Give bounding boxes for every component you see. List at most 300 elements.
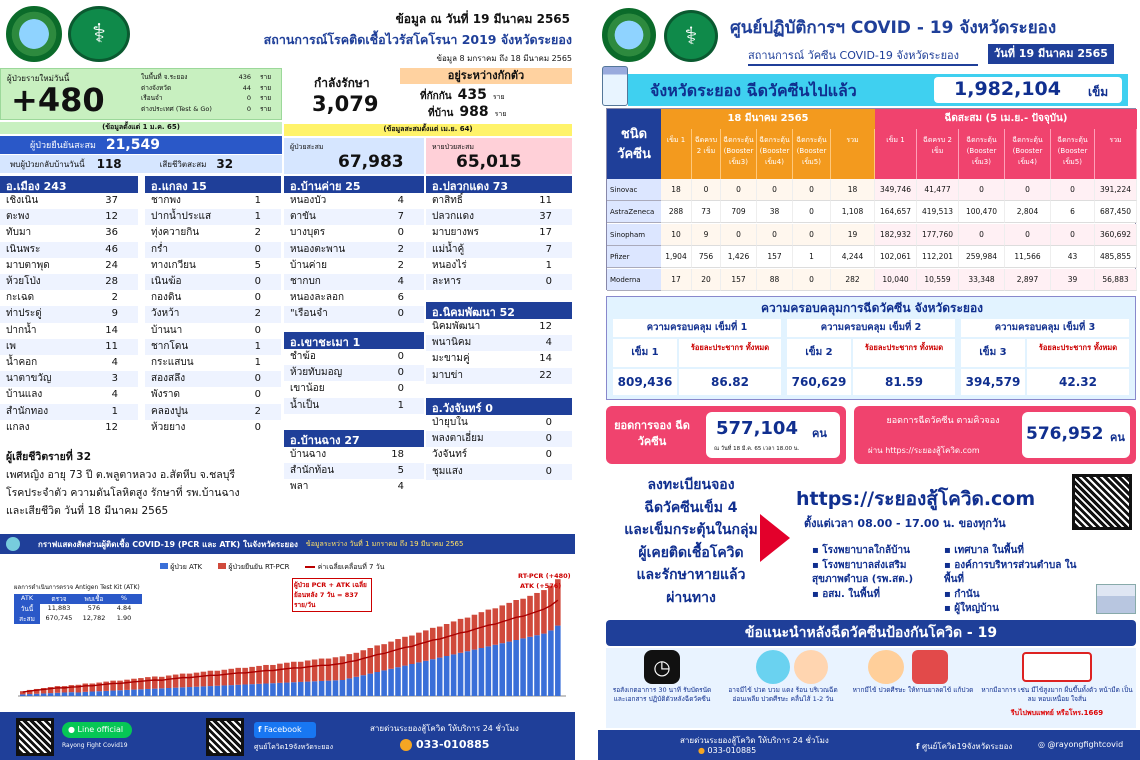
advice-item [718, 648, 848, 728]
coverage-box [606, 296, 1136, 400]
atk-bar [131, 690, 137, 696]
subdistrict-count: 14 [105, 324, 118, 336]
district-row [284, 274, 424, 290]
places-right [944, 544, 1094, 617]
district-row [145, 258, 281, 274]
district-row [284, 306, 424, 322]
cum-cell: 391,224 [1095, 179, 1137, 201]
subdistrict-name: พลา [290, 481, 309, 493]
atk-bar [347, 678, 353, 696]
chart-annotation-avg: ผู้ป่วย PCR + ATK เฉลี่ยย้อนหลัง 7 วัน = 837 ราย/วัน [292, 578, 372, 612]
subdistrict-count: 0 [397, 383, 404, 395]
atk-bar [215, 686, 221, 696]
atk-bar [103, 691, 109, 696]
subdistrict-count: 4 [111, 357, 118, 369]
subdistrict-count: 2 [397, 259, 404, 271]
district-row [0, 387, 138, 403]
death-note-line: เพศหญิง อายุ 73 ปี ต.พลูตาหลวง อ.สัตหีบ จ.ชลบุรี [6, 469, 235, 481]
cum-cell: 56,883 [1095, 269, 1137, 291]
pcr-bar [381, 644, 387, 670]
cum-confirmed-label: ผู้ป่วยยืนยันสะสม [30, 141, 96, 151]
chart-annotation-atk: ATK (+576) [520, 582, 562, 590]
virus-icon [6, 537, 20, 551]
district-row [0, 290, 138, 306]
breakdown-label: ต่างจังหวัด [141, 83, 172, 92]
district-row [426, 368, 572, 384]
day-subheader: รวม [831, 129, 875, 179]
day-cell: 9 [692, 224, 721, 246]
pcr-bar [499, 605, 505, 643]
pcr-bar [534, 593, 540, 635]
district-row [284, 398, 424, 414]
pcr-bar [486, 610, 492, 647]
pcr-bar [465, 618, 471, 652]
subdistrict-count: 9 [111, 308, 118, 320]
subdistrict-count: 0 [545, 465, 552, 477]
atk-bar [159, 688, 165, 696]
district-row [284, 193, 424, 209]
vaccinated-total-box [934, 77, 1122, 103]
cum-cell: 41,477 [917, 179, 959, 201]
cum-cell: 419,513 [917, 201, 959, 223]
returned-value: 118 [96, 157, 122, 171]
day-cell: 756 [692, 246, 721, 268]
district-row [0, 193, 138, 209]
subdistrict-count: 4 [397, 195, 404, 206]
coverage-col-title: ความครอบคลุม เข็มที่ 1 [613, 319, 781, 337]
facebook-qr-code [206, 718, 244, 756]
recovered-box [426, 138, 572, 174]
cum-cell: 0 [1051, 179, 1095, 201]
advice-text: อาจมีไข้ ปวด บวม แดง ร้อน บริเวณฉีด อ่อนเพลีย ปวดศีรษะ คลื่นไส้ 1-2 วัน [728, 686, 838, 703]
atk-bar [256, 684, 262, 696]
right-panel [598, 0, 1140, 760]
subdistrict-count: 7 [397, 211, 404, 223]
subdistrict-count: 0 [397, 308, 404, 320]
subdistrict-name: กร่ำ [151, 243, 169, 255]
subdistrict-name: ละหาร [432, 276, 462, 288]
atk-bar [409, 664, 415, 696]
cum-patients-label: ผู้ป่วยสะสม [290, 143, 324, 151]
district-row [284, 349, 424, 365]
subdistrict-count: 1 [545, 259, 552, 271]
place-text: โรงพยาบาลใกล้บ้าน [822, 545, 910, 556]
place-item: ▪ เทศบาล ในพื้นที่ [944, 545, 1024, 556]
atk-bar [124, 690, 130, 696]
right-footer-phone[interactable] [698, 746, 756, 755]
day-subheader: ฉีดครบ 2 เข็ม [692, 129, 721, 179]
pcr-bar [277, 664, 283, 683]
medicine-icon [912, 650, 948, 684]
places-left [812, 544, 938, 602]
subdistrict-count: 22 [539, 369, 552, 381]
day-subheader: ฉีดกระตุ้น (Booster เข็ม4) [757, 129, 793, 179]
subdistrict-count: 0 [545, 276, 552, 288]
atk-bar [374, 672, 380, 696]
place-text: อสม. ในพื้นที่ [822, 588, 880, 600]
cum-cell: 39 [1051, 269, 1095, 291]
district-header: อ.บ้านฉาง 27 [284, 430, 424, 447]
pcr-bar [69, 685, 75, 692]
atk-bar [451, 654, 457, 696]
booking-box [606, 406, 846, 464]
atk-bar [326, 681, 332, 696]
provincial-seal-logo [6, 6, 62, 62]
cum-confirmed-value: 21,549 [105, 137, 160, 153]
line-official-link[interactable] [62, 722, 132, 738]
new-cases-label: ผู้ป่วยรายใหม่วันนี้ [7, 74, 70, 83]
atk-bar [180, 687, 186, 696]
atk-bar [388, 669, 394, 696]
pcr-bar [242, 668, 248, 685]
day-subheader: ฉีดกระตุ้น (Booster เข็ม3) [721, 129, 757, 179]
pcr-bar [520, 599, 526, 639]
pcr-bar [319, 659, 325, 681]
district-block [426, 176, 572, 290]
atk-th: พบเชื้อ [84, 595, 104, 603]
subdistrict-count: 1 [254, 195, 261, 206]
district-row [145, 355, 281, 371]
cum-cell: 100,470 [959, 201, 1005, 223]
subdistrict-name: แม่น้ำคู้ [432, 243, 465, 255]
district-row [0, 323, 138, 339]
pcr-bar [138, 678, 144, 689]
vaccine-table [606, 108, 1136, 290]
subdistrict-name: "เรือนจำ [290, 308, 328, 320]
atk-bar [430, 659, 436, 696]
pcr-bar [194, 673, 200, 687]
district-header: อ.วังจันทร์ 0 [426, 398, 572, 415]
instagram-icon: ◎ [1038, 740, 1045, 749]
district-row [145, 339, 281, 355]
district-row [426, 464, 572, 480]
cum-subheader: ฉีดกระตุ้น (Booster เข็ม4) [1005, 129, 1051, 179]
atk-bar [395, 667, 401, 696]
quarantine-label: ที่กักกัน [420, 91, 452, 102]
subdistrict-name: ชากบก [290, 276, 321, 288]
left-footer [0, 712, 575, 760]
recovered-label: หายป่วยสะสม [432, 143, 475, 151]
subdistrict-count: 2 [254, 405, 261, 417]
coverage-pct-label: ร้อยละประชากร ทั้งหมด [679, 339, 781, 367]
pcr-bar [256, 666, 262, 684]
day-cell: 38 [757, 201, 793, 223]
atk-td: 12,782 [82, 614, 106, 622]
district-header: อ.แกลง 15 [145, 176, 281, 193]
subdistrict-name: เชิงเนิน [6, 195, 39, 206]
line-qr-code [16, 718, 54, 756]
subdistrict-count: 2 [254, 227, 261, 239]
pcr-bar [506, 603, 512, 642]
subdistrict-name: พังราด [151, 389, 180, 401]
atk-bar [465, 651, 471, 696]
atk-bar [138, 689, 144, 696]
atk-bar [222, 685, 228, 696]
atk-bar [333, 680, 339, 696]
cum-cell: 0 [959, 224, 1005, 246]
subdistrict-name: บ้านฉาง [290, 449, 327, 460]
pcr-bar [395, 639, 401, 667]
right-footer-fb-text: ศูนย์โควิด19จังหวัดระยอง [922, 742, 1013, 751]
atk-td: 11,883 [47, 604, 71, 612]
pcr-bar [222, 670, 228, 686]
subdistrict-count: 18 [391, 449, 404, 460]
place-item: ▪ ผู้ใหญ่บ้าน [944, 603, 999, 614]
subdistrict-count: 0 [254, 421, 261, 433]
right-footer-fb[interactable] [916, 740, 1012, 753]
booking-label: ยอดการจอง ฉีดวัคซีน [614, 419, 690, 448]
coverage-dose-label: เข็ม 3 [961, 339, 1025, 367]
district-row [284, 447, 424, 463]
pcr-bar [180, 674, 186, 688]
pcr-bar [541, 590, 547, 634]
atk-td: สะสม [14, 614, 40, 624]
subdistrict-name: เพ [6, 340, 17, 352]
subdistrict-count: 37 [539, 211, 552, 223]
day-header: 18 มีนาคม 2565 [661, 109, 875, 129]
vaccine-type-header: ชนิด วัคซีน [607, 109, 661, 179]
place-item: ▪ องค์การบริหารส่วนตำบล ในพื้นที่ [944, 559, 1077, 585]
subdistrict-count: 5 [397, 465, 404, 477]
subdistrict-count: 0 [545, 433, 552, 445]
coverage-count: 394,579 [961, 369, 1025, 395]
atk-bar [187, 687, 193, 696]
coverage-count: 760,629 [787, 369, 851, 395]
subdistrict-count: 11 [105, 340, 118, 352]
atk-row [14, 604, 142, 614]
quarantine-title: อยู่ระหว่างกักตัว [400, 68, 572, 84]
atk-bar [506, 642, 512, 696]
register-text [606, 474, 776, 609]
vacc-queue-value: 576,952 [1026, 424, 1104, 444]
breakdown-label: ในพื้นที่ จ.ระยอง [141, 73, 188, 81]
district-header: อ.เมือง 243 [0, 176, 138, 193]
pcr-bar [187, 674, 193, 687]
vacc-queue-note: ผ่าน https://ระยองสู้โควิด.com [868, 446, 980, 455]
district-row [426, 447, 572, 463]
day-cell: 0 [721, 224, 757, 246]
pcr-bar [451, 621, 457, 654]
day-cell: 1,108 [831, 201, 875, 223]
subdistrict-count: 5 [254, 259, 261, 271]
district-block [284, 430, 424, 496]
cum-cell: 102,061 [875, 246, 917, 268]
subdistrict-name: เนินพระ [6, 243, 41, 255]
day-cell: 88 [757, 269, 793, 291]
subdistrict-name: ชากโดน [151, 340, 189, 352]
subdistrict-name: มาบตาพุด [6, 259, 50, 271]
cum-cell: 6 [1051, 201, 1095, 223]
district-row [284, 290, 424, 306]
subdistrict-count: 1 [254, 340, 261, 352]
atk-bar [319, 681, 325, 696]
atk-bar [486, 646, 492, 696]
right-footer-ig[interactable] [1038, 740, 1123, 749]
pcr-bar [513, 600, 519, 640]
district-row [0, 404, 138, 420]
chart-header [0, 534, 575, 554]
district-row [0, 209, 138, 225]
coverage-col-title: ความครอบคลุม เข็มที่ 3 [961, 319, 1129, 337]
subdistrict-name: ตาขัน [290, 211, 316, 223]
day-cell: 1,904 [661, 246, 692, 268]
district-row [145, 209, 281, 225]
vaccinated-title: จังหวัดระยอง ฉีดวัคซีนไปแล้ว [650, 81, 857, 100]
ministry-health-logo: ⚕ [68, 6, 130, 62]
day-cell: 157 [757, 246, 793, 268]
cum-cell: 11,566 [1005, 246, 1051, 268]
registration-url[interactable]: https://ระยองสู้โควิด.com [796, 488, 1036, 510]
day-cell: 17 [661, 269, 692, 291]
treating-label: กำลังรักษา [314, 76, 370, 90]
atk-table-title: ผลการดำเนินการตรวจ Antigen Test Kit (ATK) [14, 584, 140, 591]
new-cases-box [0, 68, 282, 120]
facebook-link[interactable] [254, 722, 316, 738]
subdistrict-count: 0 [254, 243, 261, 255]
subdistrict-name: ป่ายุบใน [432, 417, 468, 428]
day-cell: 0 [692, 179, 721, 201]
quarantine-row [420, 87, 505, 104]
pcr-bar [159, 677, 165, 689]
atk-bar [34, 694, 40, 696]
line-icon: ● [68, 725, 75, 734]
district-row [284, 365, 424, 381]
new-cases-breakdown [141, 72, 281, 114]
hotline[interactable] [400, 738, 489, 751]
quarantine-row [428, 104, 506, 121]
subdistrict-count: 6 [397, 292, 404, 304]
subdistrict-name: ทับมา [6, 227, 32, 239]
subdistrict-name: มาบยางพร [432, 227, 479, 239]
facebook-icon: f [258, 725, 262, 734]
coverage-pct: 81.59 [853, 369, 955, 395]
register-line: ลงทะเบียนจอง [647, 477, 735, 493]
booking-note: ณ วันที่ 18 มี.ค. 65 เวลา 18.00 น. [714, 446, 800, 452]
pcr-bar [117, 681, 123, 691]
cum-cell: 177,760 [917, 224, 959, 246]
vaccinated-unit: เข็ม [1088, 85, 1109, 99]
subdistrict-name: กระแสบน [151, 357, 194, 369]
subdistrict-name: กองดิน [151, 292, 182, 304]
pcr-bar [527, 596, 533, 637]
subdistrict-count: 28 [105, 276, 118, 288]
atk-bar [354, 677, 360, 696]
pcr-bar [472, 615, 478, 650]
atk-bar [534, 635, 540, 696]
district-row [426, 242, 572, 258]
subdistrict-name: บ้านนา [151, 324, 183, 336]
subdistrict-name: ห้วยยาง [151, 421, 186, 433]
district-header: อ.เขาชะเมา 1 [284, 332, 424, 349]
cum-cell: 2,804 [1005, 201, 1051, 223]
subdistrict-name: วังจันทร์ [432, 449, 468, 461]
atk-bar [277, 683, 283, 696]
pcr-bar [402, 637, 408, 666]
coverage-dose-label: เข็ม 1 [613, 339, 677, 367]
day-cell: 18 [661, 179, 692, 201]
cum-cell: 485,855 [1095, 246, 1137, 268]
pcr-bar [89, 684, 95, 692]
provincial-seal-logo-right [602, 8, 656, 62]
atk-bar [367, 674, 373, 696]
pcr-bar [548, 586, 554, 631]
right-header-sub: สถานการณ์ วัคซีน COVID-19 จังหวัดระยอง [748, 46, 978, 66]
pcr-bar [305, 660, 311, 681]
pcr-bar [145, 677, 151, 689]
day-subheader: ฉีดกระตุ้น (Booster เข็ม5) [793, 129, 831, 179]
atk-bar [472, 650, 478, 696]
district-block [0, 176, 138, 436]
atk-bar [228, 685, 234, 696]
atk-bar [194, 687, 200, 696]
district-row [426, 335, 572, 351]
subdistrict-count: 1 [254, 211, 261, 223]
atk-bar [520, 638, 526, 696]
atk-td: 576 [87, 604, 101, 612]
left-title: สถานการณ์โรคติดเชื้อไวรัสโคโรนา 2019 จังหวัดระยอง [263, 32, 572, 47]
subdistrict-count: 37 [105, 195, 118, 206]
day-cell: 19 [831, 224, 875, 246]
place-item: ▪ อสม. ในพื้นที่ [812, 588, 880, 600]
death-note-line: โรคประจำตัว ความดันโลหิตสูง รักษาที่ รพ.บ้านฉาง [6, 487, 240, 499]
district-header: อ.นิคมพัฒนา 52 [426, 302, 572, 319]
pcr-bar [208, 671, 214, 686]
cum-cell: 0 [1005, 179, 1051, 201]
atk-bar [381, 670, 387, 696]
facebook-icon: f [916, 742, 920, 751]
advice-item [848, 648, 978, 728]
coverage-count: 809,436 [613, 369, 677, 395]
subdistrict-name: บ้านค่าย [290, 259, 327, 271]
coverage-pct: 42.32 [1027, 369, 1129, 395]
vacc-queue-unit: คน [1110, 431, 1125, 444]
advice-emergency: รีบไปพบแพทย์ หรือโทร.1669 [1010, 709, 1104, 717]
treating-value: 3,079 [312, 92, 379, 116]
subdistrict-name: ชุมแสง [432, 465, 463, 477]
subdistrict-count: 1 [254, 357, 261, 369]
place-text: กำนัน [954, 588, 980, 600]
registration-qr-code [1072, 474, 1132, 530]
coverage-pct: 86.82 [679, 369, 781, 395]
district-row [284, 479, 424, 495]
atk-bar [117, 690, 123, 696]
subdistrict-name: มาบข่า [432, 369, 464, 381]
subdistrict-name: ชากพง [151, 195, 181, 206]
district-row [145, 225, 281, 241]
breakdown-unit: ราย [260, 73, 271, 81]
deaths-label: เสียชีวิตสะสม [159, 159, 207, 169]
atk-bar [340, 680, 346, 696]
cum-cell: 259,984 [959, 246, 1005, 268]
facebook-label: Facebook [264, 725, 302, 734]
subdistrict-name: หนองตะพาน [290, 243, 346, 255]
atk-bar [242, 684, 248, 696]
day-cell: 282 [831, 269, 875, 291]
chart-legend [160, 562, 384, 573]
pcr-bar [55, 686, 61, 693]
quarantine-value: 435 [457, 87, 487, 103]
atk-th: ATK [20, 594, 34, 602]
coverage-title: ความครอบคลุมการฉีดวัคซีน จังหวัดระยอง [760, 301, 984, 315]
atk-bar [263, 684, 269, 696]
advice-row [606, 648, 1136, 728]
advice-title: ข้อแนะนำหลังฉีดวัคซีนป้องกันโควิด - 19 [606, 620, 1136, 646]
subdistrict-count: 4 [397, 276, 404, 288]
district-row [284, 258, 424, 274]
atk-bar [513, 640, 519, 696]
pcr-bar [367, 648, 373, 674]
death-note-line: และเสียชีวิต วันที่ 18 มีนาคม 2565 [6, 505, 169, 517]
